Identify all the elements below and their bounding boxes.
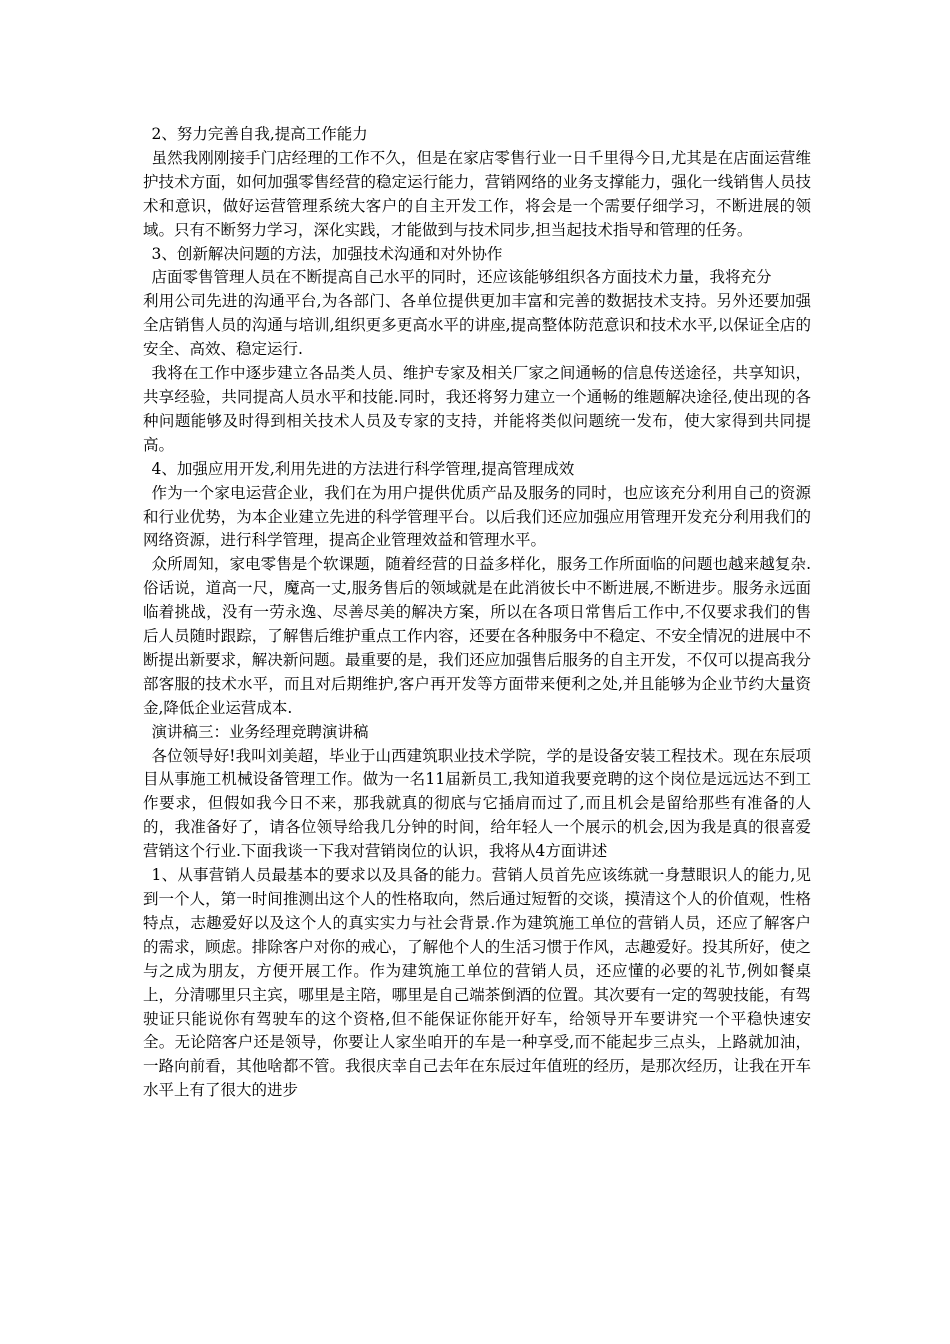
paragraph: 众所周知，家电零售是个软课题，随着经营的日益多样化，服务工作所面临的问题也越来越复杂.俗话说，道高一尺，魔高一丈,服务售后的领域就是在此消彼长中不断进展,不断进步。服务永远面临着挑战，没有一劳永逸、尽善尽美的解决方案，所以在各项日常售后工作中,不仅要求我们的售后人员随时跟踪，了解售后维护重点工作内容，还要在各种服务中不稳定、不安全情况的进展中不断提出新要求，解决新问题。最重要的是，我们还应加强售后服务的自主开发，不仅可以提高我分部客服的技术水平，而且对后期维护,客户再开发等方面带来便利之处,并且能够为企业节约大量资金,降低企业运营成本. [143, 555, 811, 717]
paragraph: 虽然我刚刚接手门店经理的工作不久，但是在家店零售行业一日千里得今日,尤其是在店面运营维护技术方面，如何加强零售经营的稳定运行能力，营销网络的业务支撑能力，强化一线销售人员技术和意识，做好运营管理系统大客户的自主开发工作，将会是一个需要仔细学习，不断进展的领域。只有不断努力学习，深化实践，才能做到与技术同步,担当起技术指导和管理的任务。 [143, 148, 811, 239]
speech-title: 演讲稿三：业务经理竞聘演讲稿 [151, 722, 369, 741]
paragraph: 作为一个家电运营企业，我们在为用户提供优质产品及服务的同时，也应该充分利用自己的资源和行业优势，为本企业建立先进的科学管理平台。以后我们还应加强应用管理开发充分利用我们的网络资源，进行科学管理，提高企业管理效益和管理水平。 [143, 483, 811, 550]
paragraph: 店面零售管理人员在不断提高自己水平的同时，还应该能够组织各方面技术力量，我将充分 [151, 268, 772, 287]
section-heading-3: 3、创新解决问题的方法，加强技术沟通和对外协作 [151, 244, 503, 263]
paragraph: 各位领导好!我叫刘美超，毕业于山西建筑职业技术学院，学的是设备安装工程技术。现在东辰项目从事施工机械设备管理工作。做为一名11届新员工,我知道我要竞聘的这个岗位是远远达不到工作要求，但假如我今日不来，那我就真的彻底与它插肩而过了,而且机会是留给那些有准备的人的，我准备好了，请各位领导给我几分钟的时间，给年轻人一个展示的机会,因为我是真的很喜爱营销这个行业.下面我谈一下我对营销岗位的认识，我将从4方面讲述 [143, 746, 811, 861]
section-heading-2: 2、努力完善自我,提高工作能力 [151, 125, 368, 143]
paragraph: 我将在工作中逐步建立各品类人员、维护专家及相关厂家之间通畅的信息传送途径，共享知识，共享经验，共同提高人员水平和技能.同时，我还将努力建立一个通畅的维题解决途径,使出现的各种问题能够及时得到相关技术人员及专家的支持，并能将类似问题统一发布，使大家得到共同提高。 [143, 364, 811, 454]
paragraph: 利用公司先进的沟通平台,为各部门、各单位提供更加丰富和完善的数据技术支持。另外还要加强全店销售人员的沟通与培训,组织更多更高水平的讲座,提高整体防范意识和技术水平,以保证全店的安全、高效、稳定运行. [143, 292, 811, 359]
document-body [143, 123, 811, 1103]
paragraph: 1、从事营销人员最基本的要求以及具备的能力。营销人员首先应该练就一身慧眼识人的能力,见到一个人，第一时间推测出这个人的性格取向，然后通过短暂的交谈，摸清这个人的价值观，性格特点，志趣爱好以及这个人的真实实力与社会背景.作为建筑施工单位的营销人员，还应了解客户的需求，顾虑。排除客户对你的戒心，了解他个人的生活习惯于作风，志趣爱好。投其所好，使之与之成为朋友，方便开展工作。作为建筑施工单位的营销人员，还应懂的必要的礼节,例如餐桌上，分清哪里只主宾，哪里是主陪，哪里是自己端茶倒酒的位置。其次要有一定的驾驶技能，有驾驶证只能说你有驾驶车的这个资格,但不能保证你能开好车，给领导开车要讲究一个平稳快速安全。无论陪客户还是领导，你要让人家坐咱开的车是一种享受,而不能起步三点头，上路就加油，一路向前看，其他啥都不管。我很庆幸自己去年在东辰过年值班的经历，是那次经历，让我在开车水平上有了很大的进步 [143, 866, 811, 1100]
section-heading-4: 4、加强应用开发,利用先进的方法进行科学管理,提高管理成效 [151, 459, 575, 478]
